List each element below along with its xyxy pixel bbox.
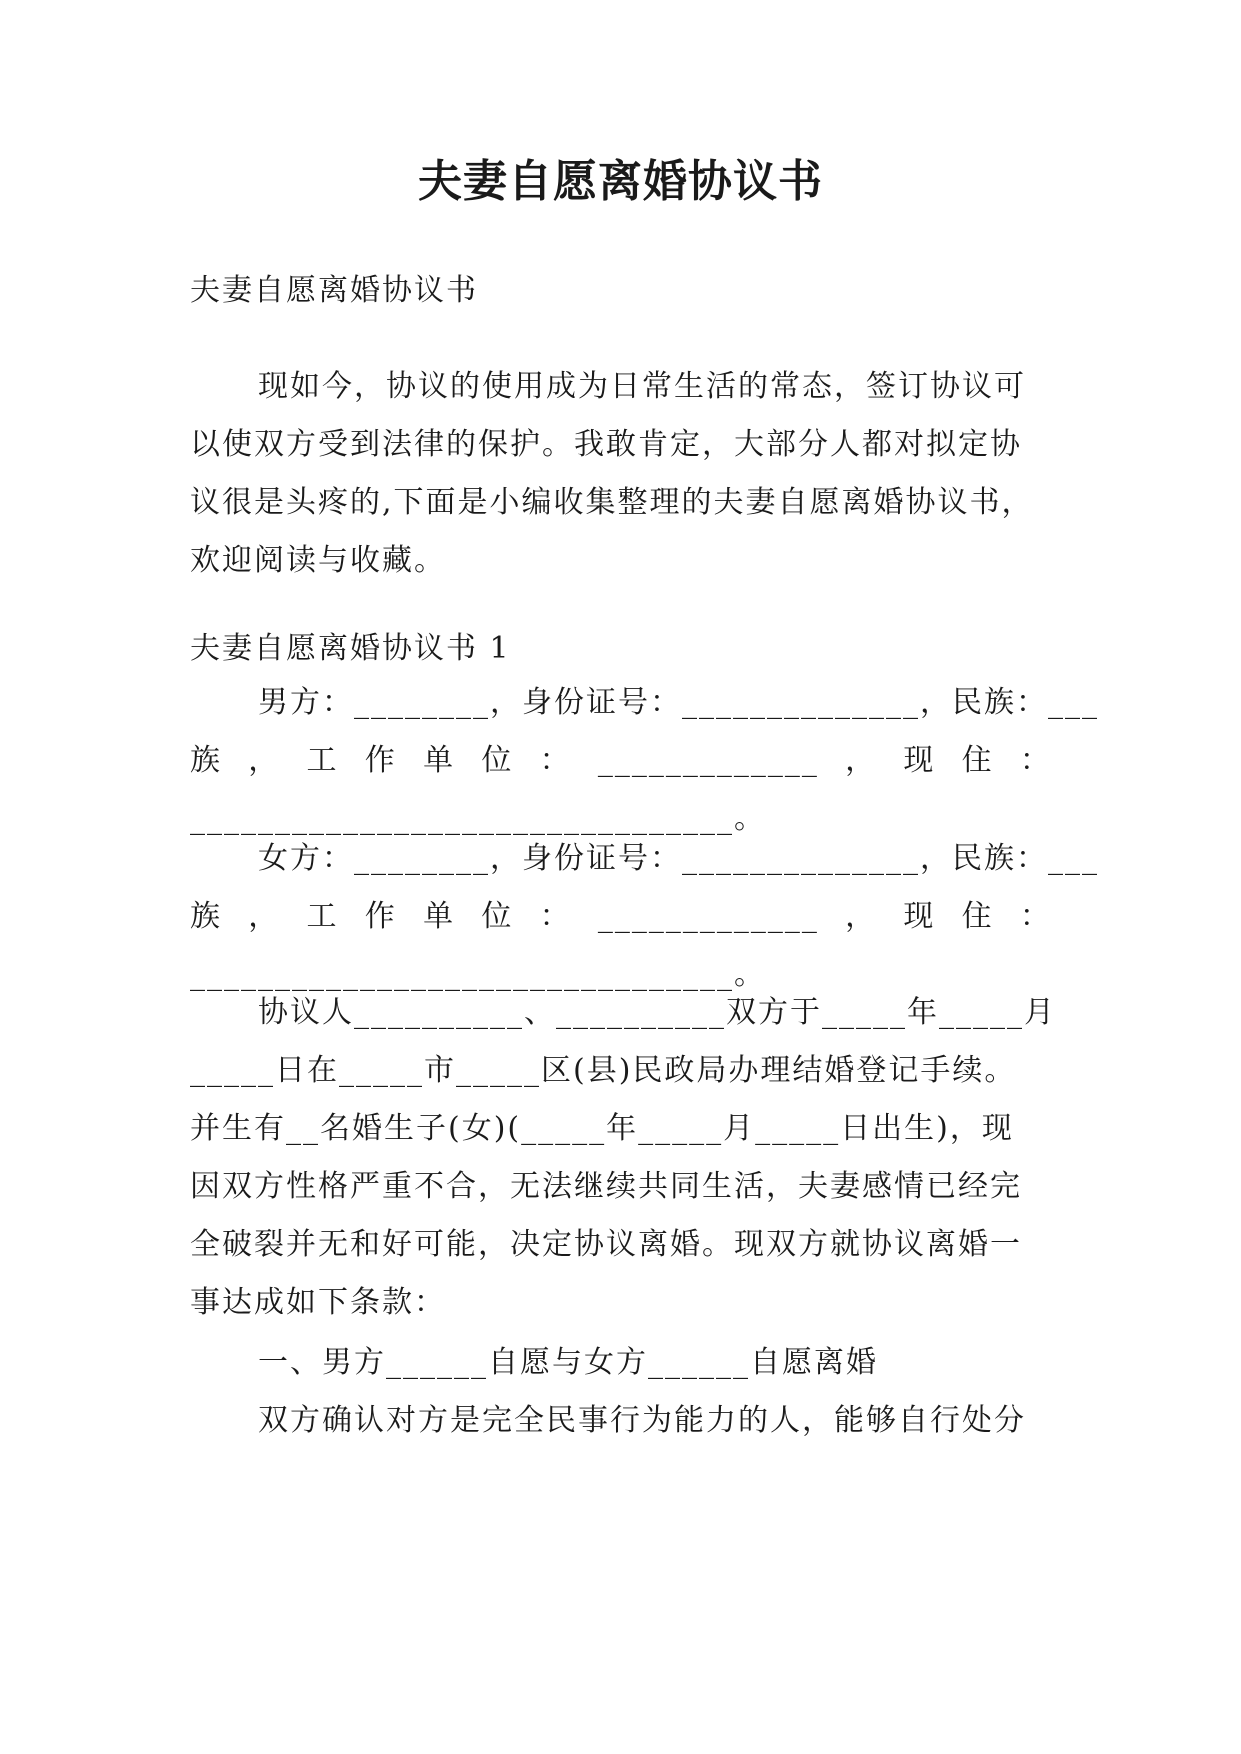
blank-field: _____________ [597,743,819,778]
justified-char: 现 [903,899,936,934]
justified-char: 族 [190,899,222,934]
justified-char: ， [248,899,281,934]
justified-char: 住 [961,743,994,778]
intro-line: 欢迎阅读与收藏。 [190,543,446,578]
agreement-line: 全破裂并无和好可能，决定协议离婚。现双方就协议离婚一 [190,1227,1022,1262]
intro-paragraph [190,358,1052,590]
subtitle-text: 夫妻自愿离婚协议书 [190,273,478,308]
justified-char: 单 [423,743,456,778]
section-heading-text: 夫妻自愿离婚协议书 1 [190,631,511,666]
female-address-line: ________________________________。 [190,957,766,992]
justified-char: ： [1019,899,1052,934]
blank-field: _____________ [597,899,819,934]
justified-char: ， [248,743,281,778]
agreement-paragraph [190,984,1056,1332]
male-info-line: 男方：________，身份证号：______________，民族：___ [258,685,1099,720]
justified-char: ， [845,899,878,934]
agreement-line: 因双方性格严重不合，无法继续共同生活，夫妻感情已经完 [190,1169,1022,1204]
justified-char: ： [539,743,572,778]
female-workplace-line [190,888,1052,946]
justified-char: 单 [423,899,456,934]
clause-one [190,1334,1052,1450]
justified-char: ： [539,899,572,934]
male-info-paragraph [190,674,1099,848]
male-workplace-line [190,732,1052,790]
document-subtitle [190,262,1052,320]
justified-char: 现 [903,743,936,778]
justified-char: 住 [961,899,994,934]
justified-char: 位 [481,743,514,778]
intro-line: 议很是头疼的,下面是小编收集整理的夫妻自愿离婚协议书， [190,485,1034,520]
section-heading [190,620,1052,678]
justified-char: 位 [481,899,514,934]
clause-one-heading: 一、男方______自愿与女方______自愿离婚 [258,1345,878,1380]
clause-one-detail: 双方确认对方是完全民事行为能力的人，能够自行处分 [258,1403,1026,1438]
agreement-line: _____日在_____市_____区(县)民政局办理结婚登记手续。 [190,1053,1017,1088]
male-address-line: ________________________________。 [190,801,766,836]
intro-line: 现如今，协议的使用成为日常生活的常态，签订协议可 [258,369,1026,404]
agreement-line: 并生有__名婚生子(女)(_____年_____月_____日出生)，现 [190,1111,1014,1146]
justified-char: 作 [364,899,397,934]
document-title: 夫妻自愿离婚协议书 [418,156,823,207]
justified-char: 工 [306,899,339,934]
female-info-line: 女方：________，身份证号：______________，民族：___ [258,841,1099,876]
justified-char: ， [845,743,878,778]
justified-char: 作 [364,743,397,778]
female-info-paragraph [190,830,1099,1004]
justified-char: 工 [306,743,339,778]
justified-char: 族 [190,743,222,778]
agreement-line: 协议人__________、__________双方于_____年_____月 [258,995,1056,1030]
agreement-line: 事达成如下条款： [190,1285,446,1320]
intro-line: 以使双方受到法律的保护。我敢肯定，大部分人都对拟定协 [190,427,1022,462]
justified-char: ： [1019,743,1052,778]
